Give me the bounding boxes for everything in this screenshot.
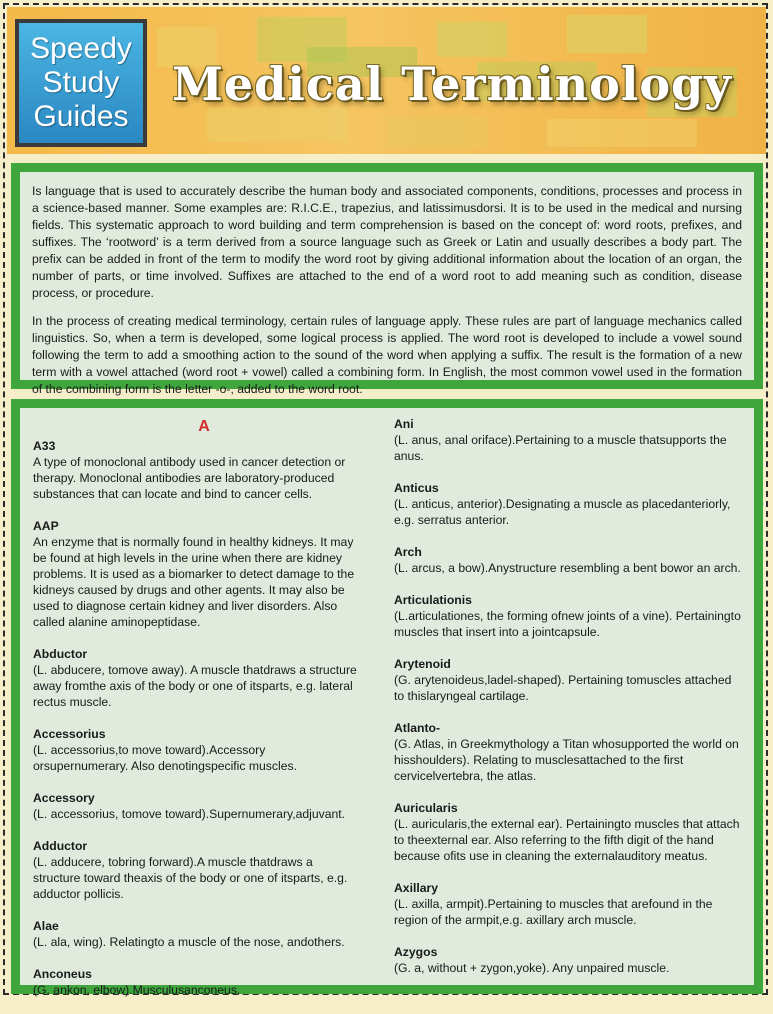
intro-paragraph: Is language that is used to accurately describe the human body and associated components, conditions, processes and process in a science-based manner. Some examples are: R.I.C.E., trapezius, and latissimusdorsi. It is to be used in the medical and nursing fields. This systematic approach to word building and term comprehension is based on the concept of: word roots, prefixes, and suffixes. The ‘rootword’ is a term derived from a source language such as Greek or Latin and usually describes a body part. The prefix can be added in front of the term to modify the word root by giving additional information about the location of an organ, the number of parts, or time involved. Suffixes are attached to the end of a word root to add meaning such as condition, disease process, or procedure. [32,184,742,300]
term-entry [33,790,363,822]
term-definition: (L. adducere, tobring forward).A muscle thatdraws a structure toward theaxis of the body or one of itsparts, e.g. adductor pollicis. [33,855,348,901]
term-definition: (L.articulationes, the forming ofnew joints of a vine). Pertainingto muscles that insert into a jointcapsule. [394,609,741,639]
term-definition: (L. anus, anal oriface).Pertaining to a muscle thatsupports the anus. [394,433,727,463]
term-name: Abductor [33,647,88,661]
term-definition: (L. anticus, anterior).Designating a muscle as placedanteriorly, e.g. serratus anterior. [394,497,731,527]
term-definition: An enzyme that is normally found in healthy kidneys. It may be found at high levels in the urine when there are kidney problems. It is used as a biomarker to detect damage to the kidneys caused by drugs and other agents. It may also be used to diagnose certain kidney and liver disorders. Also called alanine aminopeptidase. [33,535,355,629]
logo-line: Guides [33,100,129,133]
term-definition: (L. accessorius, tomove toward).Supernumerary,adjuvant. [33,807,346,821]
term-entry [33,438,363,502]
terms-panel [11,399,763,997]
term-entry [33,918,363,950]
term-name: Auricularis [394,801,458,815]
term-definition: (G. a, without + zygon,yoke). Any unpaired muscle. [394,961,670,975]
terms-panel-content [20,408,754,997]
term-name: AAP [33,519,59,533]
term-entry [394,720,744,784]
header-banner [7,7,766,154]
term-name: Articulationis [394,593,472,607]
term-entry [394,416,744,464]
term-definition: (L. auricularis,the external ear). Pertainingto muscles that attach to theexternal ear. Also referring to the fifth digit of the hand because ofits use in cleaning the externalauditory meatus. [394,817,740,863]
term-definition: (L. ala, wing). Relatingto a muscle of the nose, andothers. [33,935,345,949]
term-name: Axillary [394,881,439,895]
decor-square [387,117,487,147]
term-name: Atlanto- [394,721,441,735]
term-definition: A type of monoclonal antibody used in cancer detection or therapy. Monoclonal antibodies are laboratory-produced substances that can locate and bind to cancer cells. [33,455,346,501]
term-definition: (L. abducere, tomove away). A muscle thatdraws a structure away fromthe axis of the body or one of itsparts, e.g. lateral rectus muscle. [33,663,357,709]
term-entry [33,518,363,630]
term-entry [394,656,744,704]
term-name: Anticus [394,481,439,495]
term-name: Adductor [33,839,88,853]
term-name: Azygos [394,945,438,959]
term-name: Ani [394,417,414,431]
term-entry [33,966,363,998]
term-definition: (L. arcus, a bow).Anystructure resembling a bent bowor an arch. [394,561,741,575]
term-entry [394,544,744,576]
page-title: Medical Terminology [172,57,732,111]
terms-column-right [394,408,744,992]
term-name: Arytenoid [394,657,451,671]
term-name: Anconeus [33,967,92,981]
decor-square [547,119,697,147]
term-definition: (L. axilla, armpit).Pertaining to muscles that arefound in the region of the armpit,e.g. axillary arch muscle. [394,897,713,927]
term-entry [33,838,363,902]
speedy-study-guides-logo [15,19,147,147]
logo-line: Study [42,66,120,99]
term-name: A33 [33,439,56,453]
term-entry [394,944,744,976]
term-entry [394,592,744,640]
term-definition: (G. Atlas, in Greekmythology a Titan whosupported the world on hisshoulders). Relating to musclesattached to the first cervicelvertebra, the atlas. [394,737,739,783]
term-entry [33,726,363,774]
term-name: Accessorius [33,727,106,741]
term-name: Accessory [33,791,95,805]
intro-panel [11,163,763,396]
term-entry [394,800,744,864]
term-definition: (G. arytenoideus,ladel-shaped). Pertaining tomuscles attached to thislaryngeal cartilage. [394,673,732,703]
term-name: Arch [394,545,422,559]
term-name: Alae [33,919,59,933]
terms-column-left [33,408,363,1014]
section-letter: A [198,418,210,435]
term-entry [394,480,744,528]
decor-square [207,107,347,142]
logo-line: Speedy [30,32,132,65]
term-entry [394,880,744,928]
intro-paragraph: In the process of creating medical terminology, certain rules of language apply. These rules are part of language mechanics called linguistics. So, when a term is developed, some logical process is applied. The word root is developed to include a vowel sound following the term to add a smoothing action to the sound of the word when applying a suffix. The result is the formation of a new term with a vowel attached (word root + vowel) called a combining form. In English, the most common vowel used in the formation of the combining form is the letter -o-, added to the word root. [32,314,742,396]
term-entry [33,646,363,710]
term-definition: (G. ankon, elbow).Musculusanconeus. [33,983,241,997]
intro-panel-content [20,172,754,396]
decor-square [437,22,507,57]
term-definition: (L. accessorius,to move toward).Accessory orsupernumerary. Also denotingspecific muscles. [33,743,297,773]
decor-square [567,15,647,53]
